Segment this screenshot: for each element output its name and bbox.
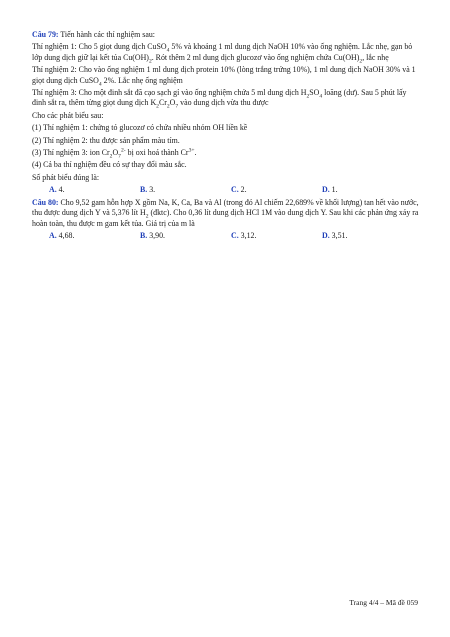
question-79-prompt: Số phát biểu đúng là: [32,172,100,182]
question-80-options [32,231,420,241]
question-80-text-a: Cho 9,52 gam hỗn hợp X gồm Na, K, Ca, Ba và Al (trong đó Al chiếm 22,689% về khối lượng) tan hết vào nước, thu được dung dịch Y và 5,376 lít H [32,197,419,218]
experiment-3-text-e: O [169,98,176,108]
answer-option-b[interactable] [140,185,231,195]
option-letter: D. [322,185,330,195]
experiment-1-text-d: , lắc nhẹ [362,52,389,62]
option-text: 3,12. [240,230,257,240]
superscript: 3+ [188,147,195,154]
experiment-2-text-b: 2%. Lắc nhẹ ống nghiệm [103,75,183,85]
statement-3-text-b: O [112,148,119,158]
answer-option-d[interactable] [322,231,413,241]
experiment-2-text-a: Thí nghiệm 2: Cho vào ống nghiệm 1 ml dung dịch protein 10% (lòng trắng trứng 10%), 1 ml dung dịch NaOH 30% và 1 giọt dung dịch CuSO [32,65,416,85]
question-80-label: Câu 80: [32,197,59,207]
superscript: 2- [120,147,126,154]
answer-option-c[interactable] [231,185,322,195]
experiment-1 [32,42,420,63]
subscript: 4 [166,47,170,54]
question-80-text-b: (đktc). Cho 0,36 lít dung dịch HCl 1M vào dung dịch Y. Sau khi các phản ứng xảy ra hoàn toàn, thu được m gam kết tủa. Giá trị của m là [32,208,419,228]
statements-intro: Cho các phát biểu sau: [32,110,104,120]
answer-option-a[interactable] [49,231,140,241]
statement-3-text-d: . [194,148,197,158]
subscript: 2 [166,104,170,111]
option-text: 3,51. [331,230,348,240]
option-text: 4,68. [58,230,75,240]
option-letter: D. [322,230,330,240]
experiment-3-text-c: loãng (dư). Sau 5 phút lấy đinh sắt ra, thêm từng giọt dung dịch K [32,88,407,108]
option-text: 3,90. [149,230,166,240]
experiment-3-text-b: SO [309,88,320,98]
option-letter: A. [49,230,57,240]
subscript: 2 [306,93,310,100]
experiment-3-text-a: Thí nghiệm 3: Cho một đinh sắt đã cạo sạch gỉ vào ống nghiệm chứa 5 ml dung dịch H [32,88,307,98]
subscript: 4 [319,93,323,100]
subscript: 2 [359,58,363,65]
question-79-text: Tiến hành các thí nghiệm sau: [60,30,155,39]
answer-option-d[interactable] [322,185,413,195]
subscript: 2 [145,213,149,220]
experiment-3 [32,88,420,109]
subscript: 7 [175,104,179,111]
answer-option-a[interactable] [49,185,140,195]
experiment-1-text-a: Thí nghiệm 1: Cho 5 giọt dung dịch CuSO [32,42,167,52]
statement-3-text-c: bị oxi hoá thành Cr [127,148,189,158]
option-text: 2. [240,185,247,195]
experiment-2 [32,65,420,86]
exam-page [32,30,420,243]
question-79-label: Câu 79: [32,30,59,39]
statement-2: (2) Thí nghiệm 2: thu được sản phẩm màu tím. [32,135,180,145]
answer-option-b[interactable] [140,231,231,241]
statement-3-text-a: (3) Thí nghiệm 3: ion Cr [32,148,110,158]
experiment-1-text-c: . Rót thêm 2 ml dung dịch glucozơ vào ống nghiệm chứa Cu(OH) [151,52,360,62]
experiment-1-text-b: 5% và khoảng 1 ml dung dịch NaOH 10% vào ống nghiệm. Lắc nhẹ, gạn bỏ lớp dung dịch giữ lại kết tủa Cu(OH) [32,42,413,62]
statement-3 [32,148,420,158]
option-text: 4. [58,185,65,195]
experiment-3-text-f: vào dung dịch vừa thu được [180,98,269,108]
statement-1: (1) Thí nghiệm 1: chứng tỏ glucozơ có chứa nhiều nhóm OH liền kề [32,123,248,133]
subscript: 2 [109,153,113,160]
question-80-stem [32,198,420,229]
option-letter: C. [231,185,239,195]
option-text: 1. [331,185,338,195]
question-79-options [32,185,420,195]
option-letter: B. [140,230,148,240]
subscript: 2 [156,104,159,111]
statement-4: (4) Cả ba thí nghiệm đều có sự thay đổi màu sắc. [32,160,187,170]
question-79-stem [32,30,420,40]
subscript: 4 [98,81,102,88]
option-letter: B. [140,185,148,195]
option-letter: A. [49,185,57,195]
subscript: 7 [118,153,121,160]
page-footer: Trang 4/4 – Mã đề 059 [349,598,418,607]
subscript: 2 [148,58,152,65]
answer-option-c[interactable] [231,231,322,241]
option-text: 3. [149,185,156,195]
option-letter: C. [231,230,239,240]
experiment-3-text-d: Cr [158,98,167,108]
